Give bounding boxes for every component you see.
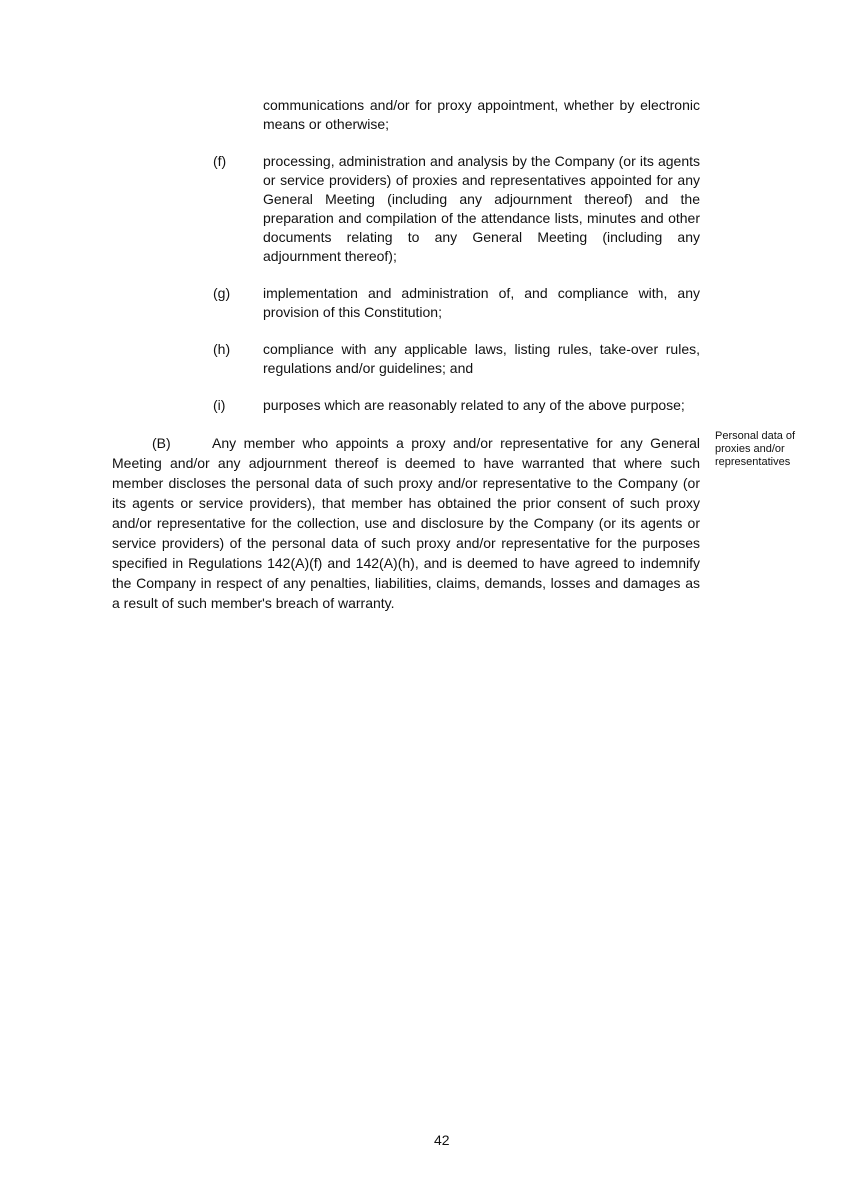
list-label-h: (h): [213, 341, 231, 357]
paragraph-b-label: (B): [152, 435, 171, 451]
paragraph-continuation-text: communications and/or for proxy appointment, whether by electronic means or otherwise;: [263, 97, 700, 132]
list-text-f: processing, administration and analysis by the Company (or its agents or service providers) of proxies and representatives appointed for any General Meeting (including any adjournment thereof) and the preparation and compilation of the attendance lists, minutes and other documents relating to any General Meeting (including any adjournment thereof);: [263, 153, 700, 264]
list-item-i: [112, 396, 700, 415]
margin-note: Personal data of proxies and/or representatives: [715, 430, 796, 468]
document-content: [112, 96, 700, 613]
list-label-empty: [112, 96, 263, 134]
paragraph-b: [112, 433, 700, 613]
paragraph-continuation-row: [112, 96, 700, 134]
paragraph-b-text: Any member who appoints a proxy and/or representative for any General Meeting and/or any adjournment thereof is deemed to have warranted that where such member discloses the personal data of such proxy and/or representative to the Company (or its agents or service providers), that member has obtained the prior consent of such proxy and/or representative for the collection, use and disclosure by the Company (or its agents or service providers) of the personal data of such proxy and/or representative for the purposes specified in Regulations 142(A)(f) and 142(A)(h), and is deemed to have agreed to indemnify the Company in respect of any penalties, liabilities, claims, demands, losses and damages as a result of such member's breach of warranty.: [112, 435, 700, 611]
list-text-g: implementation and administration of, and compliance with, any provision of this Constitution;: [263, 285, 700, 320]
list-item-g: [112, 284, 700, 322]
list-item-h: [112, 340, 700, 378]
list-label-g: (g): [213, 285, 231, 301]
list-text-h: compliance with any applicable laws, listing rules, take-over rules, regulations and/or guidelines; and: [263, 341, 700, 376]
list-item-f: [112, 152, 700, 266]
list-label-f: (f): [213, 153, 227, 169]
list-label-i: (i): [213, 397, 226, 413]
page-number: 42: [434, 1132, 450, 1148]
list-text-i: purposes which are reasonably related to any of the above purpose;: [263, 397, 685, 413]
